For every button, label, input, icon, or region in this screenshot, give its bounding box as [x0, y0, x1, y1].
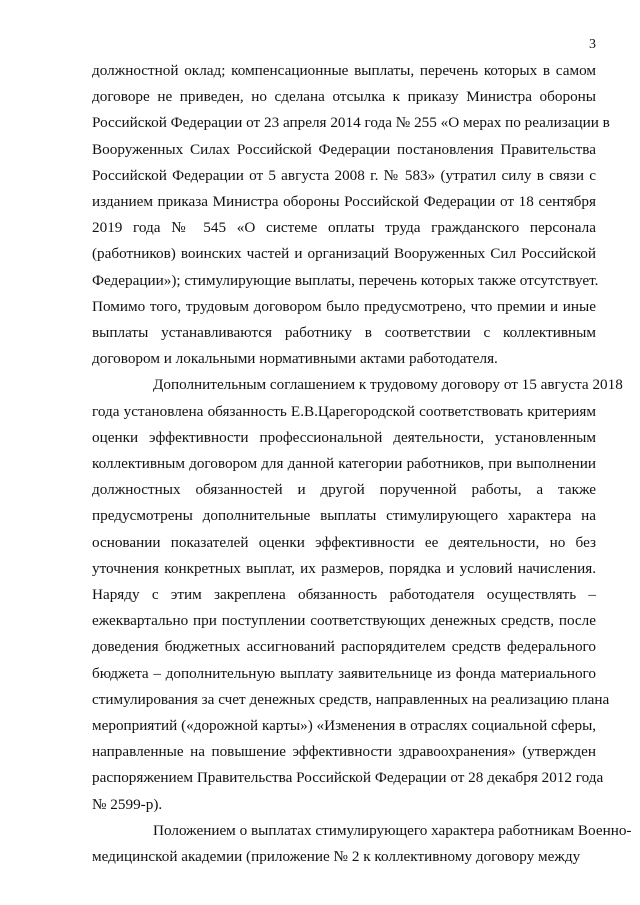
text-line: мероприятий («дорожной карты») «Изменения в отраслях социальной сферы,	[92, 717, 597, 735]
text-line: № 2599-р).	[92, 795, 163, 813]
text-line: стимулирования за счет денежных средств, направленных на реализацию плана	[92, 690, 610, 708]
text-line: предусмотрены дополнительные выплаты стимулирующего характера на	[92, 507, 596, 525]
paragraph-2	[92, 372, 623, 817]
page-number: 3	[589, 37, 596, 52]
text-line: (работников) воинских частей и организаций Вооруженных Сил Российской	[92, 245, 596, 263]
paragraph-3	[92, 818, 632, 870]
text-line: Вооруженных Силах Российской Федерации постановления Правительства	[92, 140, 596, 158]
text-line: направленные на повышение эффективности здравоохранения» (утвержден	[92, 743, 596, 761]
text-line: изданием приказа Министра обороны Российской Федерации от 18 сентября	[92, 193, 596, 211]
text-line: бюджета – дополнительную выплату заявительнице из фонда материального	[92, 664, 596, 682]
text-line: Помимо того, трудовым договором было предусмотрено, что премии и иные	[92, 297, 596, 315]
text-line: года установлена обязанность Е.В.Царегородской соответствовать критериям	[92, 402, 596, 420]
text-line: 2019 года № 545 «О системе оплаты труда гражданского персонала	[92, 219, 596, 237]
text-line: Наряду с этим закреплена обязанность работодателя осуществлять –	[92, 586, 596, 604]
text-line: Российской Федерации от 23 апреля 2014 года № 255 «О мерах по реализации в	[92, 114, 610, 132]
text-line: уточнения конкретных выплат, их размеров, порядка и условий начисления.	[92, 559, 596, 577]
text-line: Федерации»); стимулирующие выплаты, перечень которых также отсутствует.	[92, 271, 599, 289]
text-line: должностной оклад; компенсационные выплаты, перечень которых в самом	[92, 62, 596, 79]
text-line: медицинской академии (приложение № 2 к коллективному договору между	[92, 848, 581, 866]
text-line: должностных обязанностей и другой порученной работы, а также	[92, 481, 596, 499]
text-line: Положением о выплатах стимулирующего характера работникам Военно-	[153, 821, 632, 839]
text-line: договором и локальными нормативными актами работодателя.	[92, 350, 498, 368]
text-line: доведения бюджетных ассигнований распорядителем средств федерального	[92, 638, 596, 656]
text-line: договоре не приведен, но сделана отсылка к приказу Министра обороны	[92, 88, 596, 106]
document-body	[92, 58, 632, 870]
text-line: ежеквартально при поступлении соответствующих денежных средств, после	[92, 612, 596, 630]
text-line: выплаты устанавливаются работнику в соответствии с коллективным	[92, 324, 596, 342]
text-line: Российской Федерации от 5 августа 2008 г. № 583» (утратил силу в связи с	[92, 166, 596, 184]
text-line: распоряжением Правительства Российской Федерации от 28 декабря 2012 года	[92, 769, 604, 787]
text-line: основании показателей оценки эффективности ее деятельности, но без	[92, 533, 596, 551]
text-line: оценки эффективности профессиональной деятельности, установленным	[92, 428, 596, 446]
text-line: Дополнительным соглашением к трудовому договору от 15 августа 2018	[153, 376, 623, 394]
text-line: коллективным договором для данной категории работников, при выполнении	[92, 455, 596, 473]
paragraph-1	[92, 58, 610, 372]
